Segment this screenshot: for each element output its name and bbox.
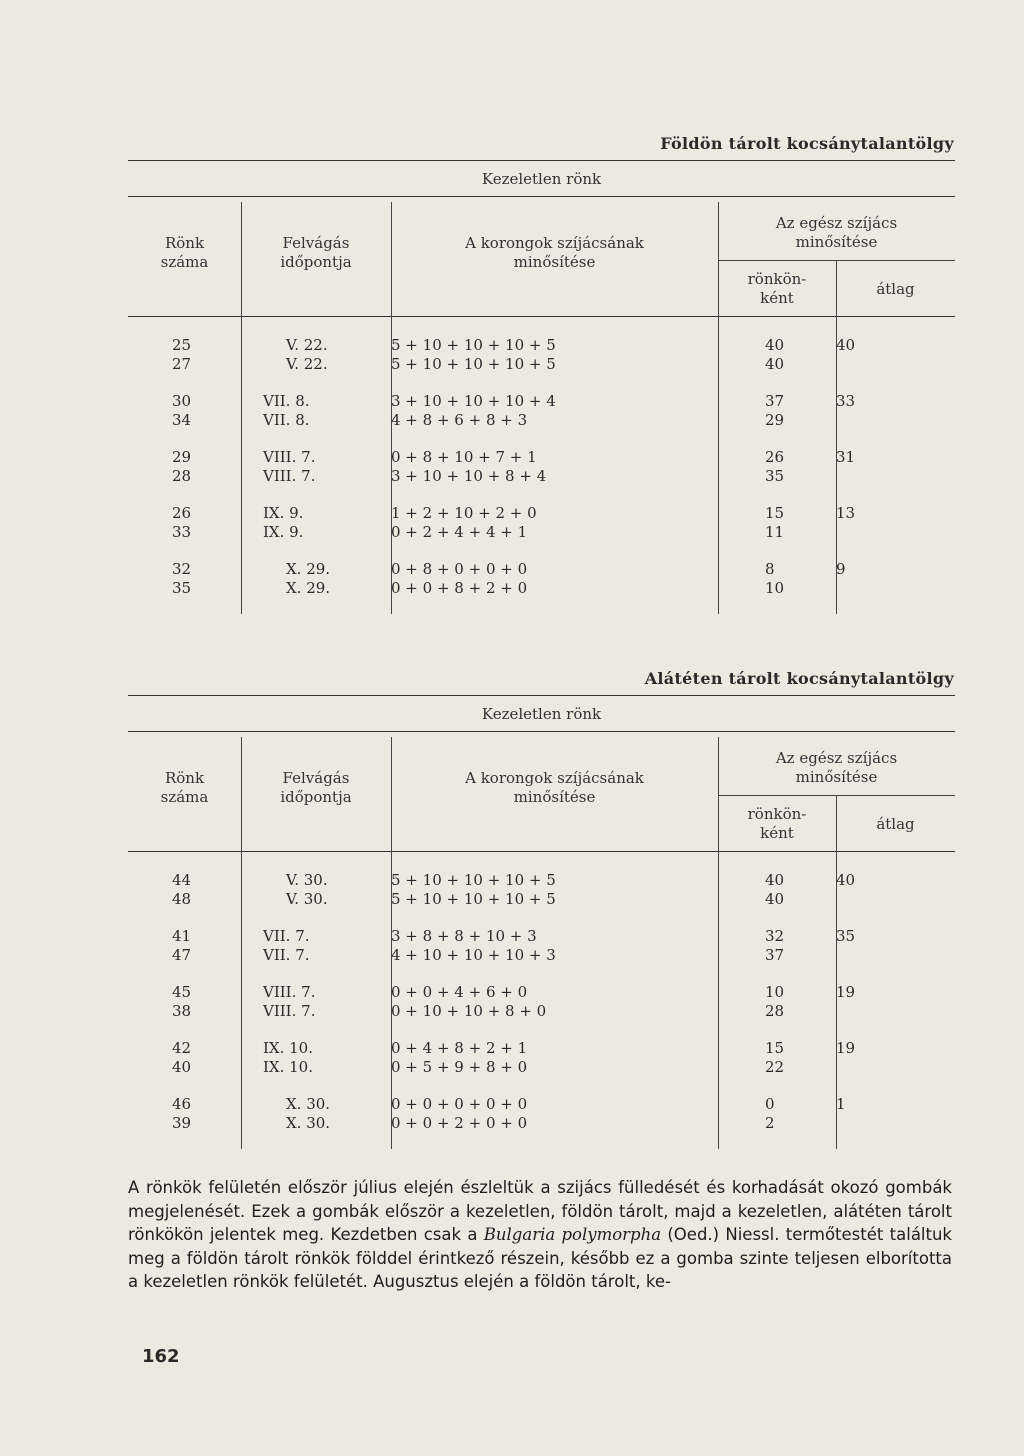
table-cell-atlag center: 40	[836, 336, 856, 354]
table-cell-atlag center: 19	[836, 1039, 856, 1057]
table-cell-ronkonkent: 40	[765, 871, 785, 889]
table-cell-ronk: 46	[172, 1095, 192, 1113]
header-korongok-1: A korongok szíjácsának	[465, 769, 644, 787]
page-number: 162	[142, 1346, 180, 1367]
table-cell-date: X. 30.	[286, 1095, 331, 1113]
table-cell-ronkonkent: 37	[765, 392, 785, 410]
table-cell-date: V. 22.	[286, 355, 328, 373]
table-cell-ronkonkent: 40	[765, 890, 785, 908]
table-cell-ronk: 28	[172, 467, 192, 485]
table-cell-date: X. 30.	[286, 1114, 331, 1132]
table-cell-korongok center: 1 + 2 + 10 + 2 + 0	[391, 504, 537, 522]
table-cell-korongok center: 4 + 8 + 6 + 8 + 3	[391, 411, 528, 429]
top-rule	[128, 160, 955, 161]
table-subtitle: Kezeletlen rönk	[481, 705, 602, 723]
header-ronkonkent-1: rönkön-	[747, 805, 807, 823]
table-cell-korongok center: 0 + 10 + 10 + 8 + 0	[391, 1002, 547, 1020]
species-name: Bulgaria polymorpha	[483, 1225, 662, 1244]
table-cell-date: VII. 8.	[263, 392, 310, 410]
header-egesz-1: Az egész szíjács	[775, 749, 898, 767]
table-cell-date: V. 30.	[286, 871, 328, 889]
table-cell-atlag center: 9	[836, 560, 846, 578]
table-cell-korongok center: 3 + 10 + 10 + 10 + 4	[391, 392, 556, 410]
table-cell-date: IX. 10.	[263, 1058, 313, 1076]
table-cell-korongok center: 0 + 8 + 0 + 0 + 0	[391, 560, 528, 578]
table-cell-atlag center: 31	[836, 448, 856, 466]
table-cell-korongok center: 0 + 0 + 2 + 0 + 0	[391, 1114, 528, 1132]
table-cell-ronkonkent: 15	[765, 1039, 785, 1057]
paragraph-text-2: (Oed.) Niessl. termőtestét találtuk meg a földön tárolt rönkök földdel érintkező részein, később ez a gomba szinte teljesen elborította a kezeletlen rönkök felületét. Augusztus elején a földön tárolt, ke-	[128, 1225, 952, 1291]
table-cell-date: VII. 7.	[263, 946, 310, 964]
table-cell-ronk: 26	[172, 504, 192, 522]
subtitle-rule	[128, 196, 955, 197]
header-ronk-2: száma	[160, 788, 209, 806]
table-cell-ronk: 39	[172, 1114, 192, 1132]
table-cell-ronkonkent: 40	[765, 336, 785, 354]
table-cell-ronk: 35	[172, 579, 192, 597]
table-cell-date: VIII. 7.	[263, 448, 316, 466]
col-divider-3	[718, 202, 719, 614]
table-cell-korongok center: 3 + 10 + 10 + 8 + 4	[391, 467, 547, 485]
table-cell-ronkonkent: 15	[765, 504, 785, 522]
table-cell-date: VIII. 7.	[263, 467, 316, 485]
table-cell-date: X. 29.	[286, 560, 331, 578]
header-ronkonkent-2: ként	[760, 824, 794, 842]
table-cell-korongok center: 0 + 2 + 4 + 4 + 1	[391, 523, 528, 541]
table-cell-korongok center: 5 + 10 + 10 + 10 + 5	[391, 890, 556, 908]
header-bottom-rule	[128, 316, 955, 317]
table-cell-korongok center: 5 + 10 + 10 + 10 + 5	[391, 871, 556, 889]
table-cell-ronk: 40	[172, 1058, 192, 1076]
table-cell-date: V. 30.	[286, 890, 328, 908]
table-cell-korongok center: 5 + 10 + 10 + 10 + 5	[391, 355, 556, 373]
header-felvagas-1: Felvágás	[282, 234, 350, 252]
table-cell-ronkonkent: 35	[765, 467, 785, 485]
table-cell-ronkonkent: 26	[765, 448, 785, 466]
table-cell-ronkonkent: 32	[765, 927, 785, 945]
paragraph-text-1: A rönkök felületén először július elején észleltük a szijács fülledését és korhadását okozó gombák megjelenését. Ezek a gombák először a kezeletlen, földön tárolt, majd a kezeletlen, alátéten tárolt rönkökön jelentek meg. Kezdetben csak a	[128, 1178, 952, 1244]
table-cell-korongok center: 0 + 8 + 10 + 7 + 1	[391, 448, 537, 466]
table-cell-ronkonkent: 8	[765, 560, 775, 578]
table-cell-date: VII. 8.	[263, 411, 310, 429]
table-cell-ronk: 44	[172, 871, 192, 889]
table-cell-ronkonkent: 28	[765, 1002, 785, 1020]
table-cell-korongok center: 0 + 0 + 0 + 0 + 0	[391, 1095, 528, 1113]
table-cell-ronk: 32	[172, 560, 192, 578]
header-felvagas-2: időpontja	[280, 788, 352, 806]
table-cell-ronk: 33	[172, 523, 192, 541]
header-korongok-2: minősítése	[513, 253, 596, 271]
table-cell-ronkonkent: 10	[765, 983, 785, 1001]
table-cell-ronk: 38	[172, 1002, 192, 1020]
table-cell-ronk: 29	[172, 448, 192, 466]
col-divider-3	[718, 737, 719, 1149]
table-subtitle: Kezeletlen rönk	[481, 170, 602, 188]
table-cell-ronkonkent: 10	[765, 579, 785, 597]
section-title-2: Alátéten tárolt kocsánytalantölgy	[644, 669, 954, 688]
header-felvagas-2: időpontja	[280, 253, 352, 271]
table-cell-korongok center: 0 + 0 + 8 + 2 + 0	[391, 579, 528, 597]
table-cell-ronk: 48	[172, 890, 192, 908]
table-cell-ronkonkent: 40	[765, 355, 785, 373]
table-cell-atlag center: 1	[836, 1095, 846, 1113]
header-egesz-2: minősítése	[795, 233, 878, 251]
header-bottom-rule	[128, 851, 955, 852]
table-cell-ronkonkent: 0	[765, 1095, 775, 1113]
table-cell-ronk: 41	[172, 927, 192, 945]
table-cell-ronk: 27	[172, 355, 192, 373]
header-ronk-1: Rönk	[164, 234, 205, 252]
table-cell-atlag center: 35	[836, 927, 856, 945]
data-table-1	[128, 158, 955, 614]
table-cell-korongok center: 0 + 4 + 8 + 2 + 1	[391, 1039, 528, 1057]
header-korongok-2: minősítése	[513, 788, 596, 806]
table-cell-date: VIII. 7.	[263, 983, 316, 1001]
table-cell-korongok center: 3 + 8 + 8 + 10 + 3	[391, 927, 537, 945]
table-cell-date: VIII. 7.	[263, 1002, 316, 1020]
header-egesz-2: minősítése	[795, 768, 878, 786]
table-cell-ronkonkent: 11	[765, 523, 785, 541]
data-table-2	[128, 693, 955, 1149]
header-ronkonkent-1: rönkön-	[747, 270, 807, 288]
header-atlag: átlag	[876, 815, 915, 833]
table-cell-date: IX. 9.	[263, 504, 304, 522]
table-cell-atlag center: 33	[836, 392, 856, 410]
table-cell-korongok center: 4 + 10 + 10 + 10 + 3	[391, 946, 556, 964]
section-title-1: Földön tárolt kocsánytalantölgy	[660, 134, 954, 153]
table-cell-korongok center: 0 + 5 + 9 + 8 + 0	[391, 1058, 528, 1076]
header-korongok-1: A korongok szíjácsának	[465, 234, 644, 252]
header-egesz-1: Az egész szíjács	[775, 214, 898, 232]
top-rule	[128, 695, 955, 696]
header-felvagas-1: Felvágás	[282, 769, 350, 787]
table-cell-ronkonkent: 2	[765, 1114, 775, 1132]
table-cell-date: X. 29.	[286, 579, 331, 597]
table-cell-ronk: 25	[172, 336, 192, 354]
header-ronk-2: száma	[160, 253, 209, 271]
table-cell-date: IX. 10.	[263, 1039, 313, 1057]
table-cell-korongok center: 5 + 10 + 10 + 10 + 5	[391, 336, 556, 354]
header-ronkonkent-2: ként	[760, 289, 794, 307]
table-cell-ronkonkent: 37	[765, 946, 785, 964]
table-cell-atlag center: 19	[836, 983, 856, 1001]
table-cell-ronk: 45	[172, 983, 192, 1001]
table-cell-date: VII. 7.	[263, 927, 310, 945]
body-paragraph	[128, 1176, 952, 1294]
table-cell-date: IX. 9.	[263, 523, 304, 541]
table-cell-ronk: 34	[172, 411, 192, 429]
table-cell-korongok center: 0 + 0 + 4 + 6 + 0	[391, 983, 528, 1001]
header-ronk-1: Rönk	[164, 769, 205, 787]
table-cell-date: V. 22.	[286, 336, 328, 354]
table-cell-ronk: 47	[172, 946, 192, 964]
table-cell-ronkonkent: 29	[765, 411, 785, 429]
table-cell-atlag center: 40	[836, 871, 856, 889]
table-cell-ronk: 42	[172, 1039, 192, 1057]
table-cell-ronkonkent: 22	[765, 1058, 785, 1076]
table-cell-ronk: 30	[172, 392, 192, 410]
table-cell-atlag center: 13	[836, 504, 856, 522]
subtitle-rule	[128, 731, 955, 732]
header-atlag: átlag	[876, 280, 915, 298]
